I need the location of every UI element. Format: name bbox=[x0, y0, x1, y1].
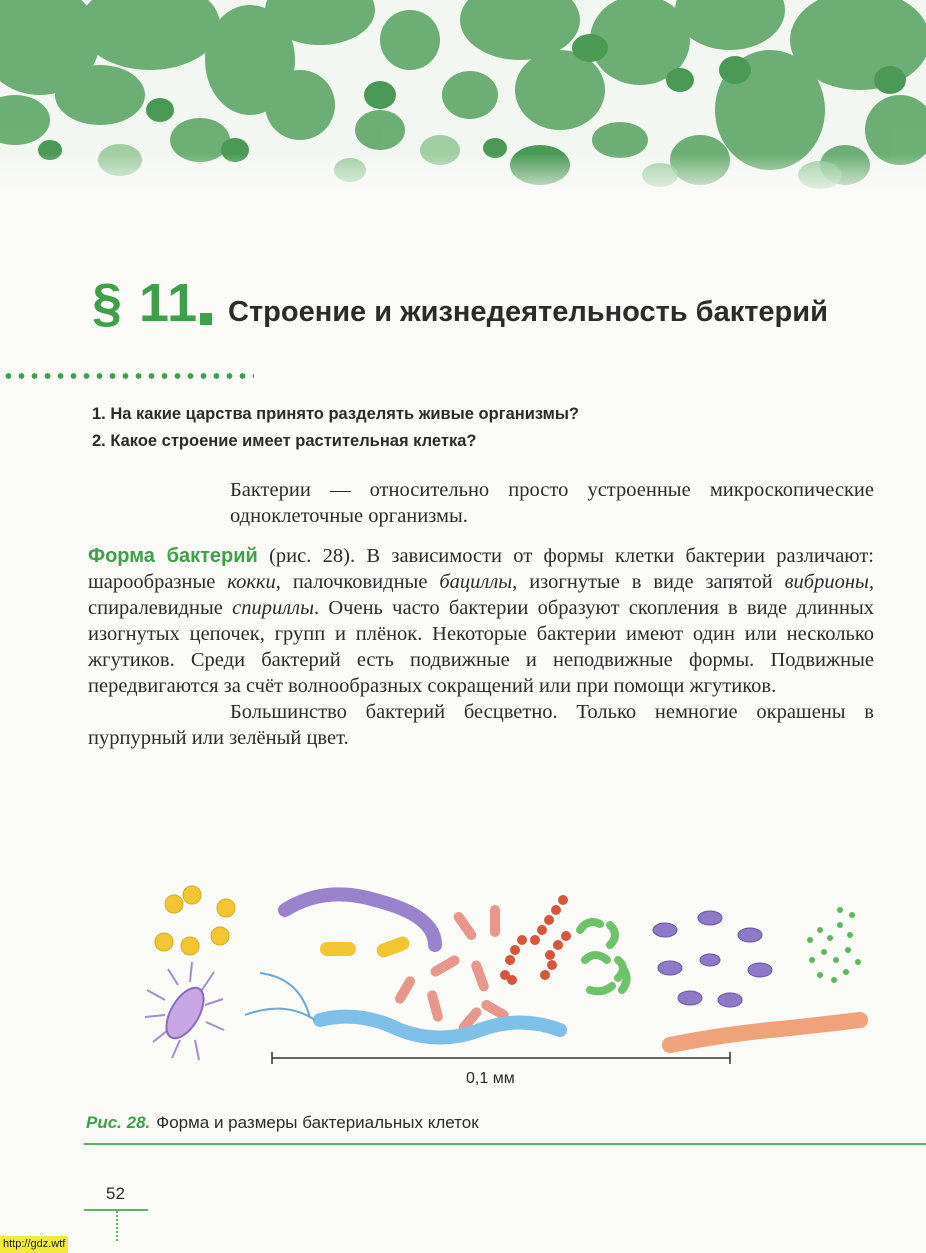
green-spots-decoration bbox=[0, 0, 926, 205]
yellow-rod bbox=[375, 935, 412, 960]
intro-paragraph: Бактерии — относительно просто устроенные микроскопические одноклеточные организмы. bbox=[230, 479, 874, 527]
form-text-5: . Очень часто бактерии образуют скопления в виде длинных изогнутых цепочек, групп и плёнок. Некоторые бактерии имеют один или несколько жгутиков. Среди бактерий есть подвижные и неподвижные формы. Подвижные передвигаются за счёт волнообразных сокращений или при помощи жгутиков. bbox=[88, 597, 874, 697]
section-marker-square bbox=[200, 313, 212, 325]
page-dotted-tick bbox=[116, 1211, 118, 1241]
figure-number: Рис. 28. bbox=[86, 1113, 151, 1132]
purple-spirilla bbox=[653, 911, 772, 1007]
bacillus-cell bbox=[159, 982, 211, 1044]
term-vibriony: вибрионы bbox=[784, 571, 869, 593]
scale-label: 0,1 мм bbox=[466, 1070, 515, 1087]
figure-caption-text: Форма и размеры бактериальных клеток bbox=[156, 1113, 479, 1132]
watermark-link[interactable]: http://gdz.wtf bbox=[0, 1236, 68, 1253]
review-questions bbox=[92, 401, 872, 455]
dotted-divider bbox=[2, 372, 254, 380]
form-text-1: (рис. 28). В зависимости от формы клетки бактерии различают: шарообразные bbox=[88, 545, 874, 593]
form-text-4: , спиралевидные bbox=[88, 571, 875, 619]
spirillum-flagella bbox=[245, 973, 315, 1020]
page-number: 52 bbox=[106, 1184, 125, 1203]
orange-rod-chain bbox=[670, 1020, 860, 1045]
red-cocci-chains bbox=[500, 895, 571, 985]
section-number: § 11 bbox=[92, 273, 199, 333]
form-text-2: , палочковидные bbox=[275, 571, 440, 593]
question-1: 1. На какие царства принято разделять живые организмы? bbox=[92, 405, 580, 423]
cocci-group bbox=[155, 886, 235, 955]
green-vibrios bbox=[580, 922, 627, 991]
color-paragraph: Большинство бактерий бесцветно. Только немногие окрашены в пурпурный или зелёный цвет. bbox=[88, 701, 874, 749]
bacteria-form-heading: Форма бактерий bbox=[88, 545, 258, 567]
term-spirilly: спириллы bbox=[232, 597, 314, 619]
question-2: 2. Какое строение имеет растительная клетка? bbox=[92, 432, 477, 450]
figure-caption bbox=[86, 1113, 479, 1133]
term-batsilly: бациллы bbox=[439, 571, 513, 593]
pink-rods bbox=[393, 905, 510, 1035]
purple-rod-chain bbox=[285, 894, 435, 945]
scale-bar bbox=[272, 1052, 730, 1064]
bacteria-shapes-illustration bbox=[140, 880, 880, 1095]
form-text-3: , изогнутые в виде запятой bbox=[512, 571, 785, 593]
bacteria-form-paragraph bbox=[88, 543, 874, 699]
yellow-rod bbox=[320, 942, 356, 956]
section-title: Строение и жизнедеятельность бактерий bbox=[228, 296, 828, 328]
green-cocci-cluster bbox=[807, 907, 861, 983]
caption-underline bbox=[84, 1143, 926, 1145]
body-text bbox=[88, 477, 874, 751]
term-kokki: кокки bbox=[227, 571, 276, 593]
header-banner bbox=[0, 0, 926, 205]
